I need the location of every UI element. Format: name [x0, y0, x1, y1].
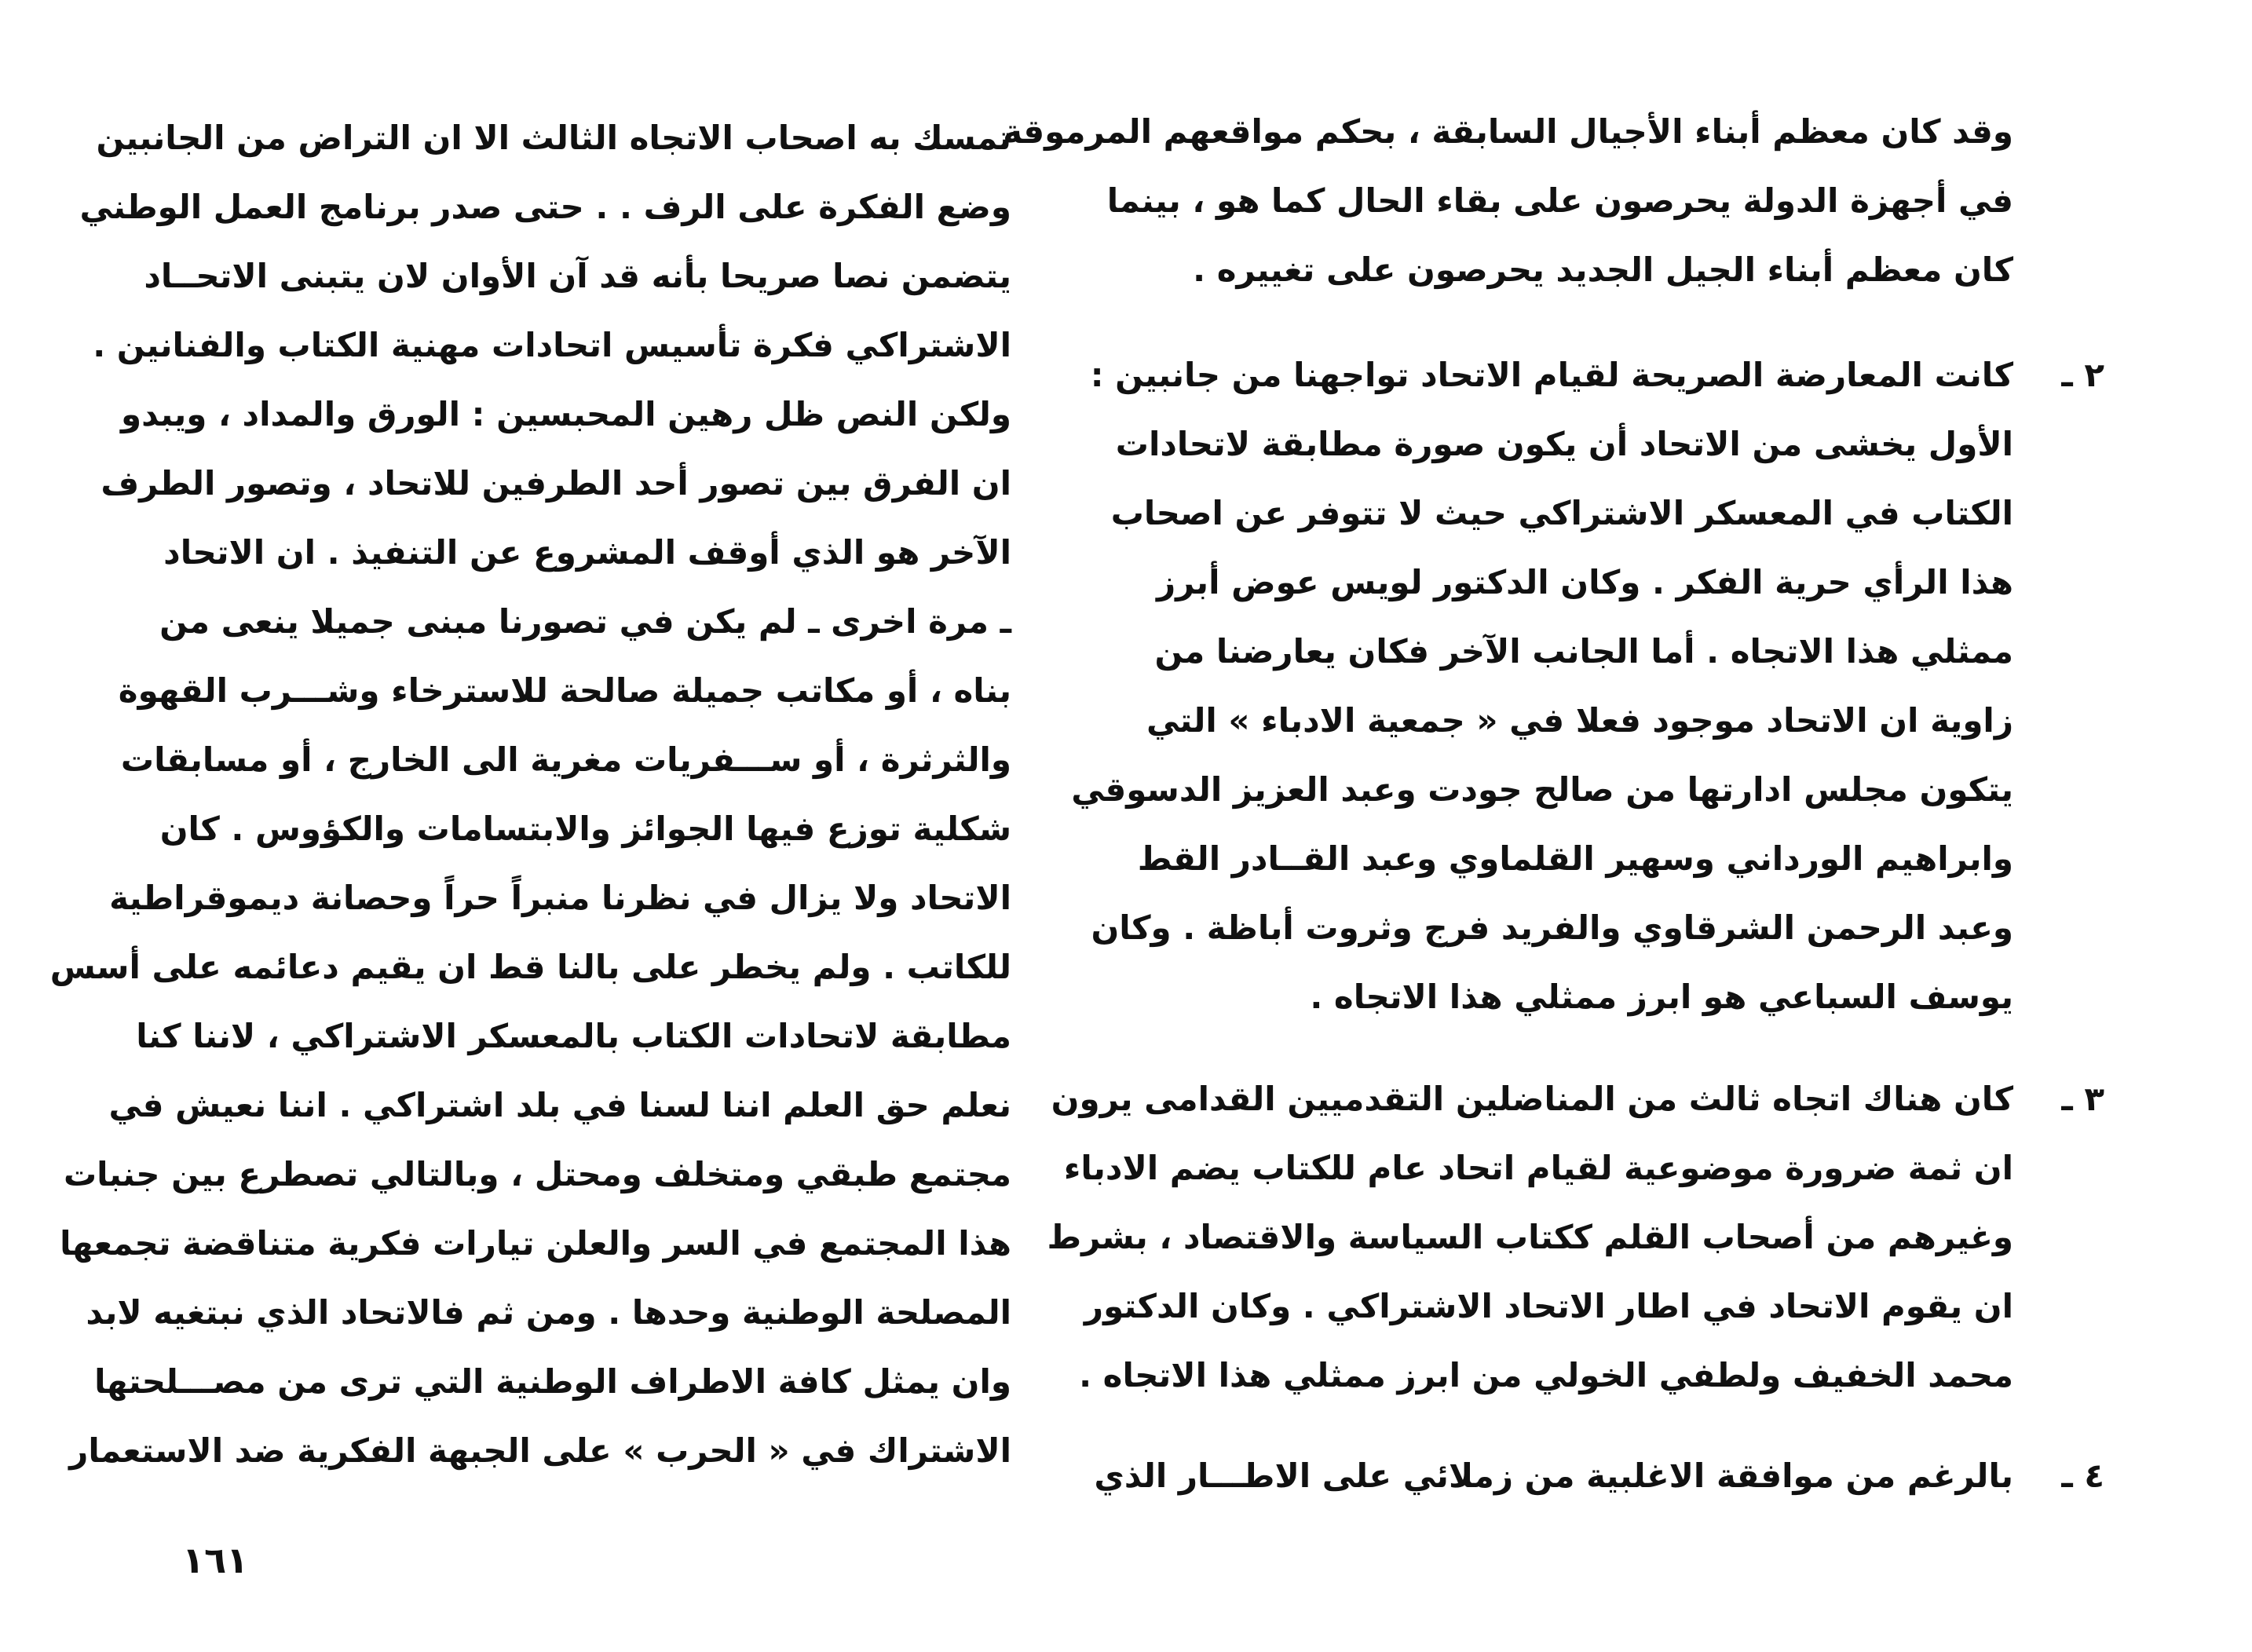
list-item-line: وابراهيم الورداني وسهير القلماوي وعبد القــادر القط	[1137, 839, 2013, 878]
list-item-line: كانت المعارضة الصريحة لقيام الاتحاد تواجهنا من جانبين :	[1090, 356, 2013, 394]
list-item-line: هذا الرأي حرية الفكر . وكان الدكتور لويس عوض أبرز	[1157, 563, 2013, 601]
list-item-line: زاوية ان الاتحاد موجود فعلا في « جمعية الادباء » التي	[1146, 701, 2013, 740]
paragraph-line: هذا المجتمع في السر والعلن تيارات فكرية متناقضة تجمعها	[60, 1224, 1011, 1263]
list-item-line: ان يقوم الاتحاد في اطار الاتحاد الاشتراكي . وكان الدكتور	[1084, 1287, 2013, 1325]
paragraph-line: وان يمثل كافة الاطراف الوطنية التي ترى من مصـــلحتها	[94, 1362, 1011, 1401]
list-item-line: ان ثمة ضرورة موضوعية لقيام اتحاد عام للكتاب يضم الادباء	[1063, 1149, 2013, 1187]
list-item-line: ممثلي هذا الاتجاه . أما الجانب الآخر فكان يعارضنا من	[1154, 632, 2013, 671]
paragraph-line: شكلية توزع فيها الجوائز والابتسامات والكؤوس . كان	[159, 810, 1011, 848]
list-item-line: الأول يخشى من الاتحاد أن يكون صورة مطابقة لاتحادات	[1115, 425, 2013, 463]
paragraph-line: للكاتب . ولم يخطر على بالنا قط ان يقيم دعائمه على أسس	[49, 948, 1011, 986]
paragraph-line: ان الفرق بين تصور أحد الطرفين للاتحاد ، وتصور الطرف	[101, 464, 1011, 503]
list-item-number: ٢ ـ	[2061, 356, 2104, 394]
paragraph-line: الاشتراك في « الحرب » على الجبهة الفكرية ضد الاستعمار	[69, 1431, 1011, 1470]
list-item-line: بالرغم من موافقة الاغلبية من زملائي على الاطـــار الذي	[1094, 1456, 2013, 1495]
paragraph-line: المصلحة الوطنية وحدها . ومن ثم فالاتحاد الذي نبتغيه لابد	[86, 1293, 1011, 1332]
paragraph-line: مطابقة لاتحادات الكتاب بالمعسكر الاشتراكي ، لاننا كنا	[136, 1017, 1011, 1055]
paragraph-line: نعلم حق العلم اننا لسنا في بلد اشتراكي . اننا نعيش في	[108, 1086, 1011, 1124]
paragraph-line: وقد كان معظم أبناء الأجيال السابقة ، بحكم مواقعهم المرموقة	[1003, 112, 2013, 151]
paragraph-line: الآخر هو الذي أوقف المشروع عن التنفيذ . ان الاتحاد	[163, 533, 1011, 572]
list-item-line: وغيرهم من أصحاب القلم ككتاب السياسة والاقتصاد ، بشرط	[1047, 1218, 2013, 1256]
list-item-line: يتكون مجلس ادارتها من صالح جودت وعبد العزيز الدسوقي	[1071, 770, 2013, 809]
paragraph-line: في أجهزة الدولة يحرصون على بقاء الحال كما هو ، بينما	[1106, 181, 2013, 220]
list-item-line: وعبد الرحمن الشرقاوي والفريد فرج وثروت أباظة . وكان	[1091, 908, 2013, 947]
list-item-line: محمد الخفيف ولطفي الخولي من ابرز ممثلي هذا الاتجاه .	[1079, 1356, 2013, 1394]
paragraph-line: ـ مرة اخرى ـ لم يكن في تصورنا مبنى جميلا ينعى من	[159, 602, 1011, 641]
page-number: ١٦١	[182, 1539, 249, 1581]
list-item-line: كان هناك اتجاه ثالث من المناضلين التقدميين القدامى يرون	[1051, 1080, 2013, 1118]
paragraph-line: يتضمن نصا صريحا بأنه قد آن الأوان لان يتبنى الاتحــاد	[144, 257, 1011, 295]
paragraph-line: الاتحاد ولا يزال في نظرنا منبراً حراً وحصانة ديموقراطية	[109, 879, 1011, 917]
paragraph-line: الاشتراكي فكرة تأسيس اتحادات مهنية الكتاب والفنانين .	[93, 326, 1011, 364]
paragraph-line: ولكن النص ظل رهين المحبسين : الورق والمداد ، ويبدو	[120, 395, 1011, 433]
paragraph-line: وضع الفكرة على الرف . . حتى صدر برنامج العمل الوطني	[79, 188, 1011, 226]
paragraph-line: والثرثرة ، أو ســـفريات مغرية الى الخارج ، أو مسابقات	[120, 740, 1011, 779]
list-item-line: يوسف السباعي هو ابرز ممثلي هذا الاتجاه .	[1310, 978, 2013, 1016]
paragraph-line: بناه ، أو مكاتب جميلة صالحة للاسترخاء وشـــرب القهوة	[118, 671, 1011, 710]
list-item-line: الكتاب في المعسكر الاشتراكي حيث لا تتوفر عن اصحاب	[1110, 494, 2013, 532]
paragraph-line: مجتمع طبقي ومتخلف ومحتل ، وبالتالي تصطرع بين جنبات	[63, 1155, 1011, 1193]
paragraph-line: كان معظم أبناء الجيل الجديد يحرصون على تغييره .	[1193, 250, 2013, 289]
list-item-number: ٣ ـ	[2061, 1080, 2104, 1118]
paragraph-line: تمسك به اصحاب الاتجاه الثالث الا ان التراض من الجانبين	[96, 119, 1011, 157]
list-item-number: ٤ ـ	[2061, 1456, 2104, 1495]
